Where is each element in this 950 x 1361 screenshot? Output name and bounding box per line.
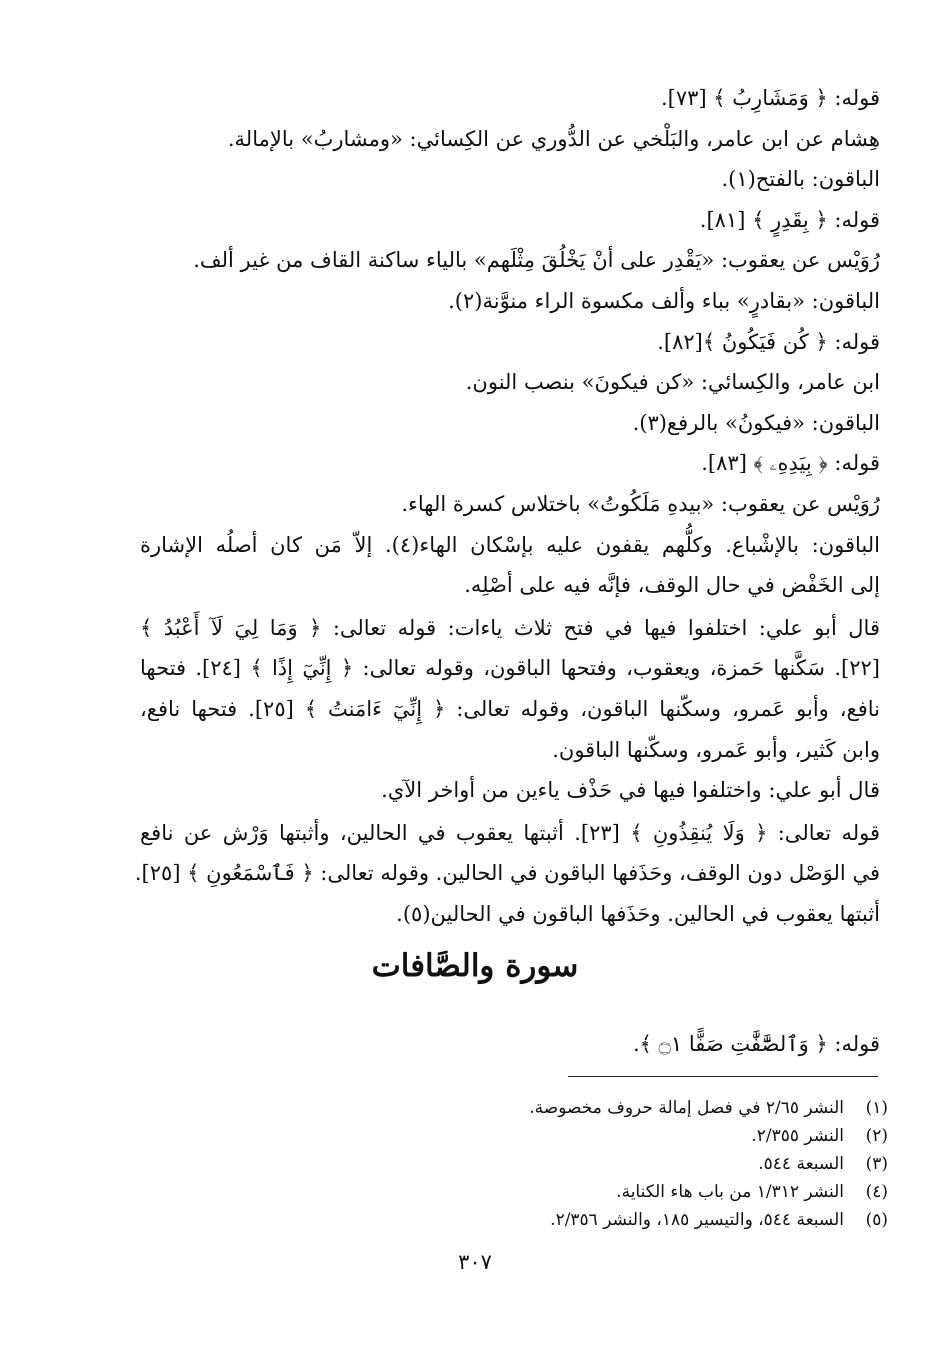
text-line: إلى الخَفْض في حال الوقف، فإنَّه فيه على أصْلِه. (464, 573, 880, 598)
text-line: في الوَصْل دون الوقف، وحَذَفها الباقون في الحالين. وقوله تعالى: ﴿ فَٱسْمَعُونِ ﴾ [٢٥]. (134, 861, 880, 886)
text-line: رُوَيْس عن يعقوب: «يَقْدِر على أنْ يَخْلُقَ مِثْلَهم» بالياء ساكنة القاف من غير ألف. (193, 248, 880, 273)
text-line: ابن عامر، والكِسائي: «كن فيكونَ» بنصب النون. (465, 370, 880, 395)
footnote (140, 1122, 888, 1150)
footnote-text: السبعة ٥٤٤، والتيسير ١٨٥، والنشر ٢/٣٥٦. (550, 1210, 844, 1230)
footnote-text: النشر ٢/٦٥ في فصل إمالة حروف مخصوصة. (529, 1098, 844, 1118)
footnote (140, 1094, 888, 1122)
text-line: نافع، وأبو عَمرو، وسكّنها الباقون، وقوله تعالى: ﴿ إِنِّيٓ ءَامَنتُ ﴾ [٢٥]. فتحها نافع، (140, 696, 880, 721)
text-line: وابن كَثير، وأبو عَمرو، وسكّنها الباقون. (552, 737, 880, 762)
footnote-divider (568, 1076, 878, 1077)
footnote-text: السبعة ٥٤٤. (758, 1154, 844, 1174)
text-line: أثبتها يعقوب في الحالين. وحَذَفها الباقون في الحالين(٥). (396, 901, 880, 926)
footnote (140, 1206, 888, 1234)
text-line: الباقون: «بقادرٍ» بباء وألف مكسوة الراء منوَّنة(٢). (448, 288, 880, 313)
text-line: قال أبو علي: واختلفوا فيها في حَذْف ياءين من أواخر الآي. (381, 778, 880, 803)
text-line: قوله تعالى: ﴿ وَلَا يُنقِذُونِ ﴾ [٢٣]. أثبتها يعقوب في الحالين، وأثبتها وَرْش عن نافع (140, 820, 880, 845)
main-text (134, 78, 880, 934)
footnote (140, 1150, 888, 1178)
text-line: [٢٢]. سَكَّنها حَمزة، ويعقوب، وفتحها الباقون، وقوله تعالى: ﴿ إِنِّيٓ إِذًا ﴾ [٢٤]. فتحها (140, 656, 880, 681)
footnote-number: (٥) (865, 1210, 888, 1230)
text-line: قوله: ﴿ بِيَدِهِۦ ﴾ [٨٣]. (701, 451, 880, 476)
chapter-title: سورة والصَّافات (371, 948, 579, 984)
footnote-text: النشر ٢/٣٥٥. (751, 1126, 844, 1146)
text-line: قوله: ﴿ وَمَشَارِبُ ﴾ [٧٣]. (661, 86, 880, 110)
text-line: رُوَيْس عن يعقوب: «بيدهِ مَلَكُوتُ» باختلاس كسرة الهاء. (401, 491, 880, 516)
chapter-first-line: قوله: ﴿ وَٱلصَّٰٓفَّٰتِ صَفًّا ۝١ ﴾. (632, 1032, 880, 1056)
page-number: ٣٠٧ (458, 1250, 492, 1274)
text-line: قوله: ﴿ كُن فَيَكُونُ ﴾[٨٢]. (657, 329, 880, 354)
text-line: الباقون: بالفتح(١). (721, 167, 880, 192)
text-line: الباقون: «فيكونُ» بالرفع(٣). (632, 410, 880, 435)
text-line: قال أبو علي: اختلفوا فيها في فتح ثلاث ياءات: قوله تعالى: ﴿ وَمَا لِيَ لَآ أَعْبُدُ ﴾ (140, 615, 880, 640)
footnote (140, 1178, 888, 1206)
footnote-number: (١) (865, 1098, 888, 1118)
footnote-number: (٤) (865, 1182, 888, 1202)
footnote-number: (٣) (865, 1154, 888, 1174)
footnote-number: (٢) (865, 1126, 888, 1146)
footnotes (140, 1094, 888, 1234)
text-line: قوله: ﴿ بِقَدِرٍ ﴾ [٨١]. (699, 207, 880, 232)
text-line: هِشام عن ابن عامر، والبَلْخي عن الدُّوري عن الكِسائي: «ومشاربُ» بالإمالة. (227, 126, 880, 151)
text-line: الباقون: بالإشْباع. وكلُّهم يقفون عليه بإسْكان الهاء(٤). إلاّ مَن كان أصلُه الإشارة (140, 532, 880, 557)
footnote-text: النشر ١/٣١٢ من باب هاء الكناية. (616, 1182, 844, 1202)
